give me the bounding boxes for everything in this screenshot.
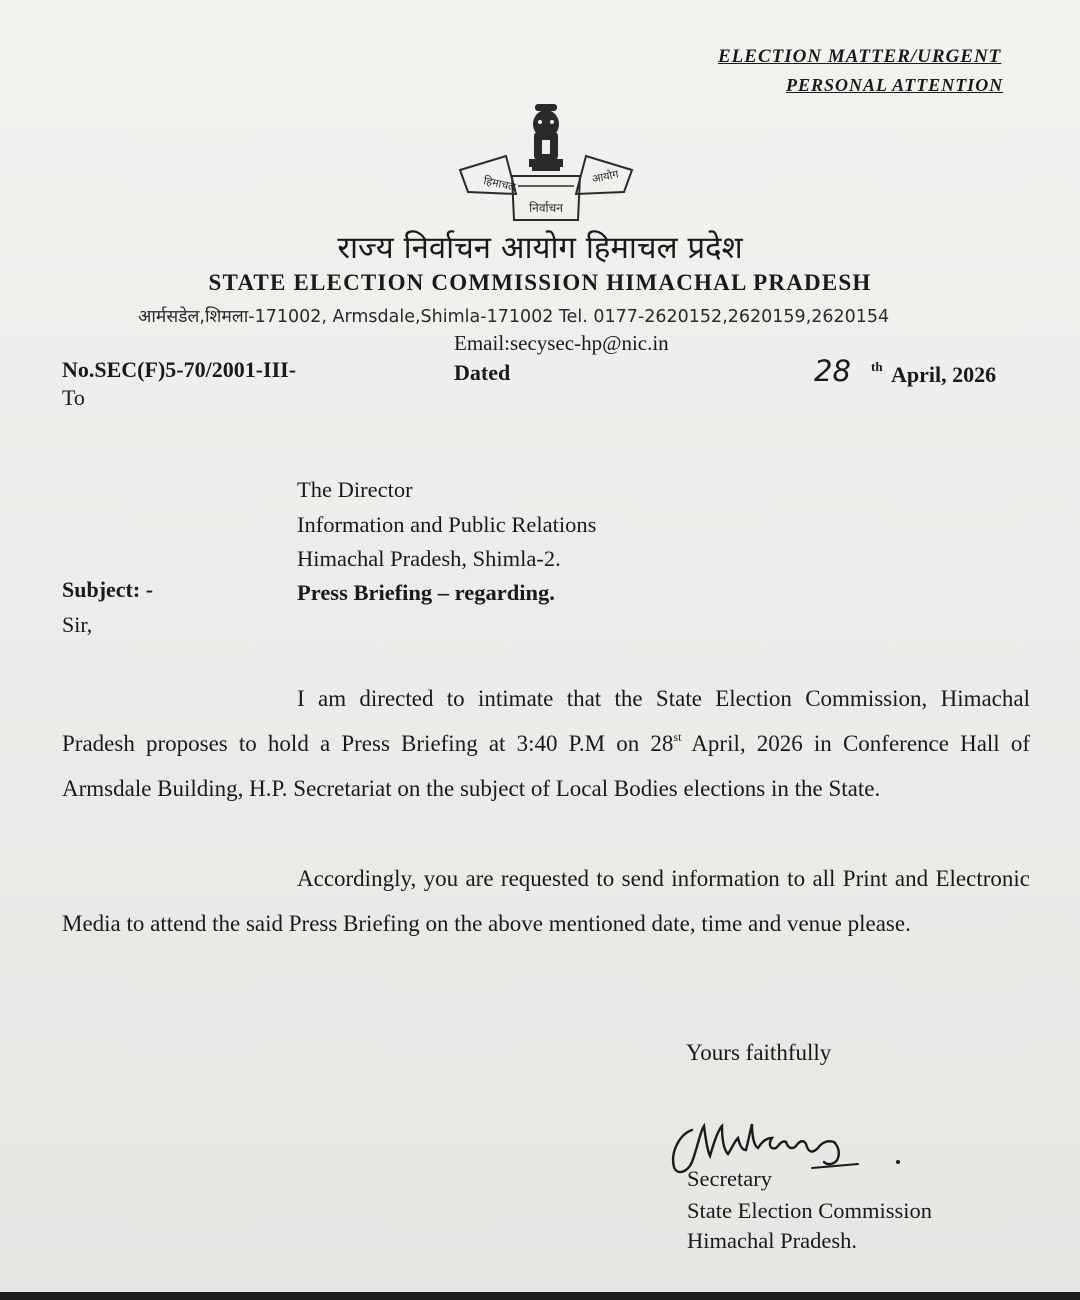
body-paragraph-1-text: I am directed to intimate that the State Election Commission, Himachal Pradesh proposes to hold a Press Briefing at 3:40 P.M on 28 (62, 686, 1030, 756)
office-address: आर्मसडेल,शिमला-171002, Armsdale,Shimla-171002 Tel. 0177-2620152,2620159,2620154 (138, 307, 890, 327)
emblem-text-right: आयोग (590, 167, 620, 186)
to-label: To (62, 385, 85, 410)
closing-phrase: Yours faithfully (686, 1040, 832, 1065)
english-title: STATE ELECTION COMMISSION HIMACHAL PRADESH (208, 270, 872, 295)
emblem-text-left: हिमाचल (482, 174, 517, 194)
emblem-text-center: निर्वाचन (529, 201, 563, 215)
reference-number: No.SEC(F)5-70/2001-III- (62, 357, 297, 382)
date-ordinal-suffix: st (673, 730, 682, 744)
urgent-marking-line1: ELECTION MATTER/URGENT (718, 46, 1002, 67)
date-handwritten: 28 (814, 354, 851, 388)
subject-text: Press Briefing – regarding. (297, 580, 555, 605)
date-month-year: April, 2026 (891, 362, 997, 387)
signatory-organisation: State Election Commission (687, 1198, 932, 1223)
page-bottom-edge (0, 1292, 1080, 1300)
urgent-marking-line2: PERSONAL ATTENTION (786, 75, 1004, 95)
subject-label: Subject: - (62, 577, 154, 602)
salutation: Sir, (62, 612, 93, 637)
hindi-title: राज्य निर्वाचन आयोग हिमाचल प्रदेश (337, 230, 743, 266)
body-paragraph-2: Accordingly, you are requested to send information to all Print and Electronic Media to attend the said Press Briefing on the above mentioned date, time and venue please. (62, 866, 1030, 936)
body-paragraph-1-rest: April, 2026 in Conference Hall of Armsdale Building, H.P. Secretariat on the subject of Local Bodies elections in the State. (62, 731, 1031, 801)
signatory-state: Himachal Pradesh. (687, 1228, 857, 1253)
body-paragraph-1 (62, 676, 1030, 811)
signatory-designation: Secretary (687, 1166, 772, 1191)
recipient-line-1: The Director (297, 477, 413, 502)
dated-label: Dated (454, 360, 511, 385)
recipient-line-2: Information and Public Relations (297, 512, 597, 537)
office-email: Email:secysec-hp@nic.in (454, 331, 669, 355)
recipient-line-3: Himachal Pradesh, Shimla-2. (297, 546, 561, 571)
emblem-logo (446, 96, 646, 230)
date-suffix: th (871, 359, 883, 374)
